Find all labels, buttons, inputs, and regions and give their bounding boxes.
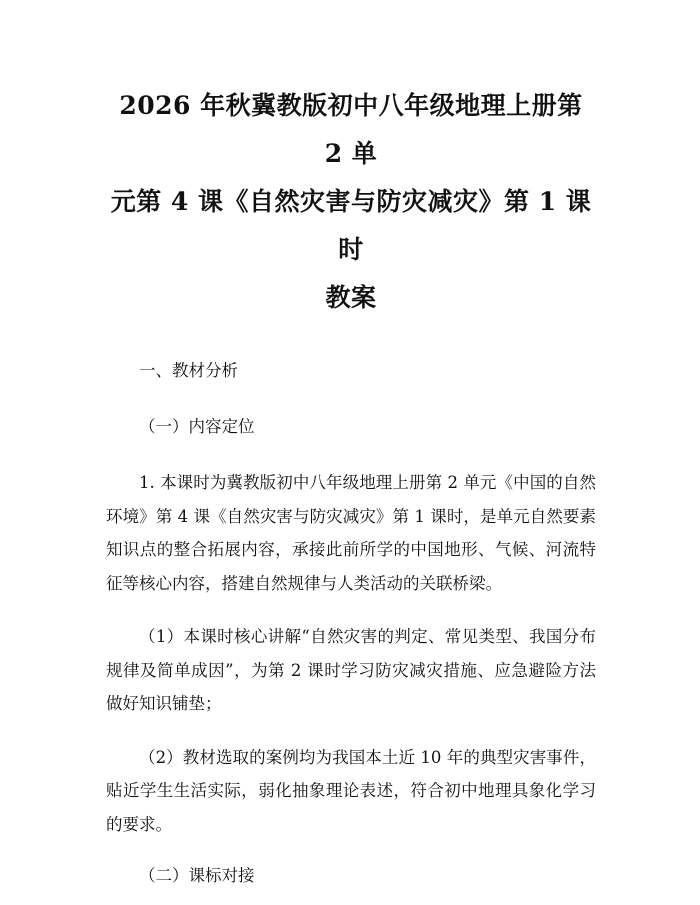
title-line-1: 2026 年秋冀教版初中八年级地理上册第 2 单 bbox=[119, 91, 583, 168]
paragraph-lesson-overview: 1. 本课时为冀教版初中八年级地理上册第 2 单元《中国的自然环境》第 4 课《自然灾害与防灾减灾》第 1 课时，是单元自然要素知识点的整合拓展内容，承接此前所学的中国地形、气候、河流特征等核心内容，搭建自然规律与人类活动的关联桥梁。 bbox=[106, 473, 596, 593]
subsection-heading-content-positioning: （一）内容定位 bbox=[139, 417, 255, 436]
paragraph-core-content: （1）本课时核心讲解“自然灾害的判定、常见类型、我国分布规律及简单成因”，为第 2 课时学习防灾减灾措施、应急避险方法做好知识铺垫； bbox=[106, 627, 596, 713]
document-title bbox=[106, 82, 596, 322]
subsection-heading-curriculum-alignment: （二）课标对接 bbox=[139, 866, 255, 885]
title-line-2: 元第 4 课《自然灾害与防灾减灾》第 1 课时 bbox=[110, 187, 592, 264]
section-heading-teaching-material-analysis: 一、教材分析 bbox=[139, 361, 238, 380]
title-line-3: 教案 bbox=[325, 283, 377, 312]
paragraph-case-selection: （2）教材选取的案例均为我国本土近 10 年的典型灾害事件，贴近学生生活实际，弱化抽象理论表述，符合初中地理具象化学习的要求。 bbox=[106, 747, 596, 834]
